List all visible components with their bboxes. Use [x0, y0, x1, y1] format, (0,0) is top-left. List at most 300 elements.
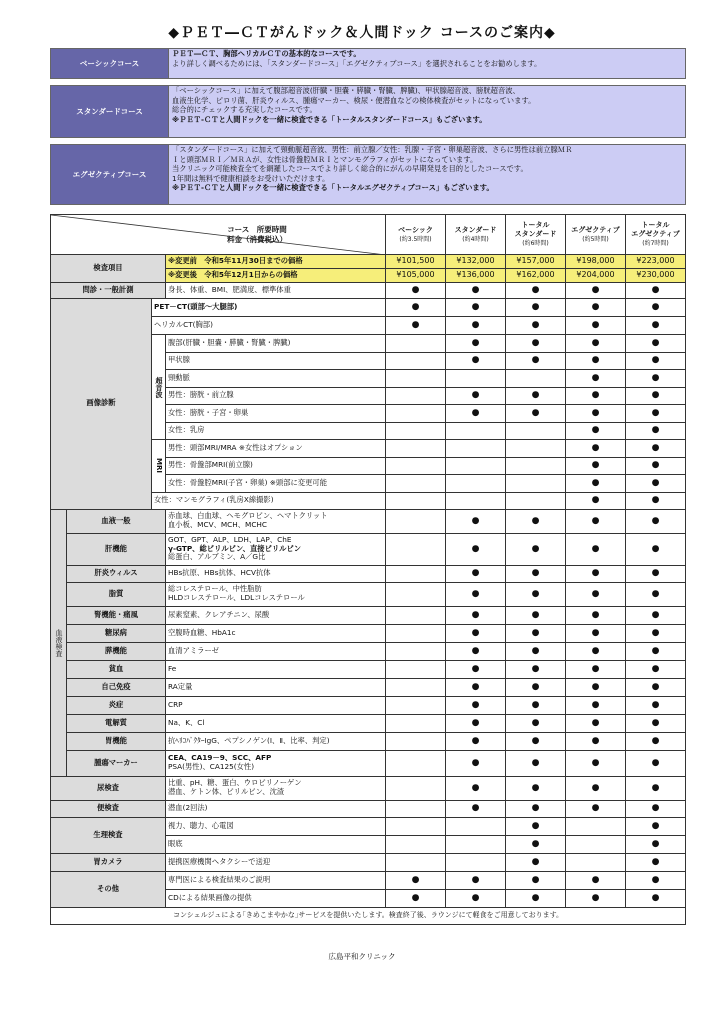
course-note: ※ＰＥＴ-ＣＴと人間ドックを一緒に検査できる「トータルエグゼクティブコース」もございます。 [172, 183, 494, 193]
course-mark [386, 565, 446, 582]
course-mark: ● [566, 509, 626, 533]
course-mark: ● [626, 642, 686, 660]
course-intro-table [50, 48, 686, 205]
table-row [51, 732, 686, 750]
course-price: ¥157,000 [506, 255, 566, 269]
exam-item [166, 642, 386, 660]
table-row [51, 565, 686, 582]
description-line: ＰＥＴ―ＣＴ、胸部ヘリカルＣＴの基本的なコースです。 [172, 49, 361, 58]
course-mark: ● [626, 606, 686, 624]
course-mark: ● [386, 283, 446, 299]
exam-item: 女性：マンモグラフィ(乳房X線撮影) [152, 492, 386, 509]
table-row [51, 696, 686, 714]
table-row [51, 255, 686, 269]
course-mark: ● [446, 533, 506, 565]
course-mark: ● [386, 317, 446, 335]
exam-item: 眼底 [166, 835, 386, 853]
course-mark: ● [506, 624, 566, 642]
course-header [506, 215, 566, 255]
course-mark: ● [506, 678, 566, 696]
course-mark: ● [566, 889, 626, 907]
course-mark: ● [566, 533, 626, 565]
course-mark [386, 642, 446, 660]
table-row [51, 606, 686, 624]
description-line: 「スタンダードコース」に加えて頸動脈超音波、男性：前立腺／女性：乳腺・子宮・卵巣超音波、さらに男性は前立腺ＭＲ [172, 145, 573, 154]
course-mark: ● [446, 606, 506, 624]
course-mark: ● [626, 776, 686, 800]
header-diagonal-cell [51, 215, 386, 255]
table-row [51, 800, 686, 817]
course-mark [386, 457, 446, 475]
ultrasound-label [152, 335, 166, 440]
course-header-name: トータル エグゼクティブ [631, 221, 680, 238]
category-label: 腎機能・痛風 [67, 606, 166, 624]
course-header [626, 215, 686, 255]
course-price: ¥204,000 [566, 269, 626, 283]
course-mark: ● [626, 871, 686, 889]
course-mark [386, 370, 446, 388]
course-mark: ● [506, 405, 566, 423]
course-mark: ● [566, 776, 626, 800]
course-mark: ● [566, 422, 626, 440]
course-header-name: エグゼクティブ [571, 225, 620, 234]
course-mark [446, 817, 506, 835]
category-label: 貧血 [67, 660, 166, 678]
course-mark: ● [446, 678, 506, 696]
course-mark: ● [626, 889, 686, 907]
course-mark [566, 817, 626, 835]
course-mark [386, 440, 446, 458]
course-mark: ● [506, 776, 566, 800]
course-mark: ● [506, 317, 566, 335]
exam-item-line: 血小板、MCV、MCH、MCHC [168, 520, 268, 529]
course-mark: ● [446, 317, 506, 335]
course-mark: ● [626, 660, 686, 678]
exam-item-line: PSA(男性)、CA125(女性) [168, 762, 255, 771]
course-mark: ● [566, 624, 626, 642]
course-mark: ● [626, 283, 686, 299]
course-mark [506, 370, 566, 388]
course-mark: ● [626, 317, 686, 335]
course-mark: ● [626, 696, 686, 714]
course-time-label: コース 所要時間 [227, 225, 287, 234]
exam-item [166, 732, 386, 750]
category-label: 胃機能 [67, 732, 166, 750]
table-row [51, 817, 686, 835]
course-mark: ● [626, 853, 686, 871]
exam-item-line: γ-GTP、総ビリルビン、直接ビリルビン [168, 543, 302, 553]
course-mark [386, 422, 446, 440]
exam-item: 専門医による検査結果のご説明 [166, 871, 386, 889]
course-mark: ● [566, 750, 626, 776]
exam-item [166, 624, 386, 642]
course-mark [386, 696, 446, 714]
table-row [51, 871, 686, 889]
category-label: 糖尿病 [67, 624, 166, 642]
course-header [446, 215, 506, 255]
course-mark [386, 624, 446, 642]
category-label: 尿検査 [51, 776, 166, 800]
course-mark: ● [566, 475, 626, 493]
course-mark: ● [506, 606, 566, 624]
course-intro-row [51, 49, 686, 79]
course-mark: ● [566, 440, 626, 458]
course-mark [386, 776, 446, 800]
course-mark [386, 835, 446, 853]
course-mark: ● [626, 624, 686, 642]
course-mark: ● [626, 678, 686, 696]
exam-item-line: 血清アミラーゼ [168, 645, 219, 655]
course-mark: ● [566, 370, 626, 388]
exam-item: 腹部(肝臓・胆嚢・膵臓・腎臓・脾臓) [166, 335, 386, 353]
exam-item [166, 678, 386, 696]
course-mark [386, 660, 446, 678]
course-mark: ● [506, 696, 566, 714]
exam-item-line: GOT、GPT、ALP、LDH、LAP、ChE [168, 535, 292, 545]
course-mark: ● [626, 405, 686, 423]
course-mark: ● [446, 624, 506, 642]
course-mark [386, 817, 446, 835]
course-mark: ● [446, 352, 506, 370]
exam-item-line: RA定量 [168, 681, 193, 691]
course-mark: ● [506, 889, 566, 907]
course-mark: ● [506, 299, 566, 317]
course-mark: ● [446, 776, 506, 800]
course-intro-row [51, 145, 686, 205]
course-price: ¥132,000 [446, 255, 506, 269]
course-mark [386, 853, 446, 871]
course-mark: ● [626, 422, 686, 440]
course-name: ベーシックコース [51, 49, 169, 79]
course-mark: ● [626, 835, 686, 853]
course-price: ¥230,000 [626, 269, 686, 283]
exam-item: PET－CT(頭部～大腿部) [152, 299, 386, 317]
blood-test-label [51, 509, 67, 776]
table-row [51, 509, 686, 533]
exam-item: 女性：膀胱・子宮・卵巣 [166, 405, 386, 423]
course-mark: ● [446, 405, 506, 423]
course-mark: ● [626, 457, 686, 475]
course-mark: ● [506, 750, 566, 776]
course-mark [566, 853, 626, 871]
course-mark: ● [566, 387, 626, 405]
course-price: ¥101,500 [386, 255, 446, 269]
exam-item-line: 潜血、ケトン体、ビリルビン、沈渣 [168, 787, 285, 796]
course-mark: ● [626, 800, 686, 817]
exam-item-line: 総蛋白、アルブミン、A／G比 [168, 552, 266, 562]
course-mark: ● [626, 492, 686, 509]
course-mark: ● [566, 696, 626, 714]
course-header-name: ベーシック [398, 225, 433, 234]
course-mark [506, 457, 566, 475]
course-mark: ● [626, 387, 686, 405]
course-mark: ● [506, 283, 566, 299]
course-mark [386, 387, 446, 405]
exam-item-line: 空腹時血糖、HbA1c [168, 627, 236, 637]
course-mark: ● [386, 871, 446, 889]
course-mark [506, 475, 566, 493]
course-mark: ● [626, 440, 686, 458]
course-mark: ● [626, 714, 686, 732]
description-line: Ｉと頭部ＭＲＩ／ＭＲＡが、女性は骨盤腔ＭＲＩとマンモグラフィがセットになっています。 [172, 154, 478, 164]
description-line: 「ベーシックコース」に加えて腹部超音波(肝臓・胆嚢・膵臓・腎臓、脾臓)、甲状腺超音波、膀胱超音波、 [172, 86, 520, 95]
table-row [51, 642, 686, 660]
course-mark: ● [566, 800, 626, 817]
course-mark: ● [566, 317, 626, 335]
exam-item [166, 533, 386, 565]
course-mark: ● [446, 696, 506, 714]
exam-item: 甲状腺 [166, 352, 386, 370]
description-line: より詳しく調べるためには、「スタンダードコース」「エグゼクティブコース」を選択されることをお勧めします。 [172, 58, 542, 68]
exam-item: 提携医療機関へタクシーで送迎 [166, 853, 386, 871]
course-mark: ● [566, 492, 626, 509]
course-mark: ● [446, 283, 506, 299]
course-mark: ● [566, 642, 626, 660]
clinic-name: 広島平和クリニック [328, 952, 396, 961]
exam-item: CDによる結果画像の提供 [166, 889, 386, 907]
category-label: その他 [51, 871, 166, 907]
table-row [51, 533, 686, 565]
course-mark: ● [626, 509, 686, 533]
exam-item: 男性：骨盤部MRI(前立腺) [166, 457, 386, 475]
course-mark [446, 422, 506, 440]
blood-test-label-text: 血液検査 [55, 628, 63, 657]
course-mark: ● [446, 582, 506, 606]
course-mark: ● [626, 565, 686, 582]
course-mark: ● [446, 660, 506, 678]
course-mark: ● [446, 732, 506, 750]
description-line: 血液生化学、ピロリ菌、肝炎ウィルス、腫瘍マーカー、検尿・便潜血などの検体検査がセットになっています。 [172, 95, 536, 105]
course-name: エグゼクティブコース [51, 145, 169, 205]
price-period-label: ※変更後 令和5年12月1日からの価格 [166, 269, 386, 283]
course-price: ¥105,000 [386, 269, 446, 283]
exam-item: 視力、聴力、心電図 [166, 817, 386, 835]
course-mark: ● [446, 509, 506, 533]
course-mark [386, 405, 446, 423]
course-mark [446, 457, 506, 475]
course-mark: ● [446, 800, 506, 817]
description-line: 1年間は無料で健康相談をお受けいただけます。 [172, 173, 330, 183]
course-mark [506, 422, 566, 440]
course-mark [386, 750, 446, 776]
course-header-name: スタンダード [454, 225, 497, 234]
course-mark [506, 492, 566, 509]
course-mark: ● [566, 405, 626, 423]
course-mark [506, 440, 566, 458]
exam-item [166, 696, 386, 714]
exam-item-line: Na、K、Cl [168, 717, 205, 727]
course-mark: ● [626, 299, 686, 317]
exam-item [166, 509, 386, 533]
mri-label [152, 440, 166, 493]
category-label: 膵機能 [67, 642, 166, 660]
category-label: 生理検査 [51, 817, 166, 853]
category-label: 画像診断 [51, 299, 152, 510]
exam-item-line: Fe [168, 663, 177, 673]
course-mark: ● [566, 678, 626, 696]
course-mark [386, 678, 446, 696]
course-mark: ● [566, 660, 626, 678]
course-mark [446, 475, 506, 493]
course-header-time: (約4時間) [462, 235, 489, 243]
course-mark [386, 335, 446, 353]
category-label: 便検査 [51, 800, 166, 817]
course-mark: ● [506, 565, 566, 582]
course-header-time: (約5時間) [582, 235, 609, 243]
course-mark: ● [506, 732, 566, 750]
course-intro-row [51, 86, 686, 138]
course-mark: ● [506, 800, 566, 817]
course-mark: ● [566, 732, 626, 750]
exam-item: 女性：骨盤腔MRI(子宮・卵巣) ※頭部に変更可能 [166, 475, 386, 493]
course-mark [386, 582, 446, 606]
service-note: コンシェルジュによる｢きめこまやかな｣サービスを提供いたします。検査終了後、ラウンジにて軽食をご用意しております。 [51, 907, 686, 924]
exam-item-line: HLDコレステロール、LDLコレステロール [168, 593, 305, 602]
table-row [51, 750, 686, 776]
course-mark [386, 492, 446, 509]
category-label: 血液一般 [67, 509, 166, 533]
table-row [51, 714, 686, 732]
course-mark: ● [566, 335, 626, 353]
price-period-label: ※変更前 令和5年11月30日までの価格 [166, 255, 386, 269]
course-mark: ● [446, 871, 506, 889]
exam-item-line: 抗ﾍﾘｺﾊﾞｸﾀｰIgG、ペプシノゲン(Ⅰ、Ⅱ、比率、判定) [168, 735, 330, 745]
course-mark: ● [566, 606, 626, 624]
category-label: 胃カメラ [51, 853, 166, 871]
page-title: ◆ＰＥＴ―ＣＴがんドック＆人間ドック コースのご案内◆ [168, 25, 556, 41]
course-price: ¥198,000 [566, 255, 626, 269]
fee-label: 料金（消費税込） [227, 235, 287, 244]
description-line: 総合的にチェックする充実したコースです。 [172, 105, 317, 115]
category-label: 問診・一般計測 [51, 283, 166, 299]
diagonal-line [51, 215, 386, 255]
course-mark [566, 835, 626, 853]
exam-item-line: 潜血(2回法) [168, 803, 208, 813]
course-mark: ● [506, 714, 566, 732]
course-mark: ● [626, 582, 686, 606]
course-mark [386, 732, 446, 750]
table-row [51, 853, 686, 871]
course-mark [446, 370, 506, 388]
exam-item: 頸動脈 [166, 370, 386, 388]
spacer [51, 138, 686, 145]
course-mark: ● [446, 889, 506, 907]
course-mark [386, 533, 446, 565]
description-line: 当クリニック可能検査全てを網羅したコースでより詳しく総合的にがんの早期発見を目的としたコースです。 [172, 164, 528, 174]
category-label: 炎症 [67, 696, 166, 714]
course-header-time: (約6時間) [522, 240, 549, 247]
course-mark: ● [446, 642, 506, 660]
course-mark: ● [446, 750, 506, 776]
course-mark [446, 835, 506, 853]
exam-item [166, 660, 386, 678]
course-mark: ● [506, 660, 566, 678]
course-mark: ● [506, 533, 566, 565]
course-mark: ● [386, 889, 446, 907]
exam-item [166, 714, 386, 732]
course-mark: ● [506, 509, 566, 533]
exam-item-line: 比重、pH、糖、蛋白、ウロビリノーゲン [168, 778, 302, 788]
exam-item: 女性：乳房 [166, 422, 386, 440]
course-mark: ● [506, 817, 566, 835]
course-mark: ● [446, 335, 506, 353]
exam-item: 男性：頭部MRI/MRA ※女性はオプション [166, 440, 386, 458]
exam-item [166, 776, 386, 800]
course-price: ¥223,000 [626, 255, 686, 269]
table-row [51, 299, 686, 317]
exam-item [166, 582, 386, 606]
exam-table [50, 214, 686, 925]
exam-item: 身長、体重、BMI、肥満度、標準体重 [166, 283, 386, 299]
course-mark: ● [566, 457, 626, 475]
course-mark: ● [566, 299, 626, 317]
course-mark: ● [566, 283, 626, 299]
category-label: 自己免疫 [67, 678, 166, 696]
ultrasound-label-text: 超音波 [155, 376, 163, 398]
table-row [51, 215, 686, 255]
course-mark: ● [386, 299, 446, 317]
course-mark: ● [566, 582, 626, 606]
course-mark: ● [626, 335, 686, 353]
category-label: 脂質 [67, 582, 166, 606]
exam-item [166, 800, 386, 817]
course-mark: ● [506, 871, 566, 889]
course-mark: ● [566, 565, 626, 582]
exam-item-line: CRP [168, 699, 183, 709]
table-row [51, 624, 686, 642]
course-mark [386, 606, 446, 624]
course-mark: ● [506, 352, 566, 370]
exam-item-line: 赤血球、白血球、ヘモグロビン、ヘマトクリット [168, 511, 328, 521]
header-labels [227, 225, 287, 245]
course-header [386, 215, 446, 255]
course-mark: ● [626, 533, 686, 565]
course-header-time: (約3.5時間) [399, 235, 432, 243]
course-mark [446, 492, 506, 509]
exam-item [166, 750, 386, 776]
item-header: 検査項目 [51, 255, 166, 283]
course-note: ※ＰＥＴ-ＣＴと人間ドックを一緒に検査できる「トータルスタンダードコース」もございます。 [172, 114, 487, 124]
category-label: 肝炎ウィルス [67, 565, 166, 582]
course-mark: ● [626, 817, 686, 835]
course-description [169, 145, 686, 205]
course-mark: ● [446, 565, 506, 582]
course-mark: ● [566, 352, 626, 370]
mri-label-text: MRI [155, 458, 163, 474]
course-description [169, 49, 686, 79]
table-row [51, 907, 686, 924]
exam-item [166, 565, 386, 582]
course-mark: ● [626, 732, 686, 750]
table-row [51, 678, 686, 696]
exam-item-line: 総コレステロール、中性脂肪 [168, 584, 262, 594]
course-mark: ● [446, 714, 506, 732]
spacer [51, 79, 686, 86]
course-header [566, 215, 626, 255]
exam-item-line: CEA、CA19－9、SCC、AFP [168, 753, 272, 763]
course-mark: ● [566, 871, 626, 889]
course-mark [446, 440, 506, 458]
course-mark: ● [506, 387, 566, 405]
course-mark: ● [446, 387, 506, 405]
course-mark [386, 509, 446, 533]
course-mark: ● [566, 714, 626, 732]
course-mark [386, 800, 446, 817]
course-mark: ● [626, 370, 686, 388]
course-description [169, 86, 686, 138]
course-mark: ● [446, 299, 506, 317]
course-mark [386, 714, 446, 732]
